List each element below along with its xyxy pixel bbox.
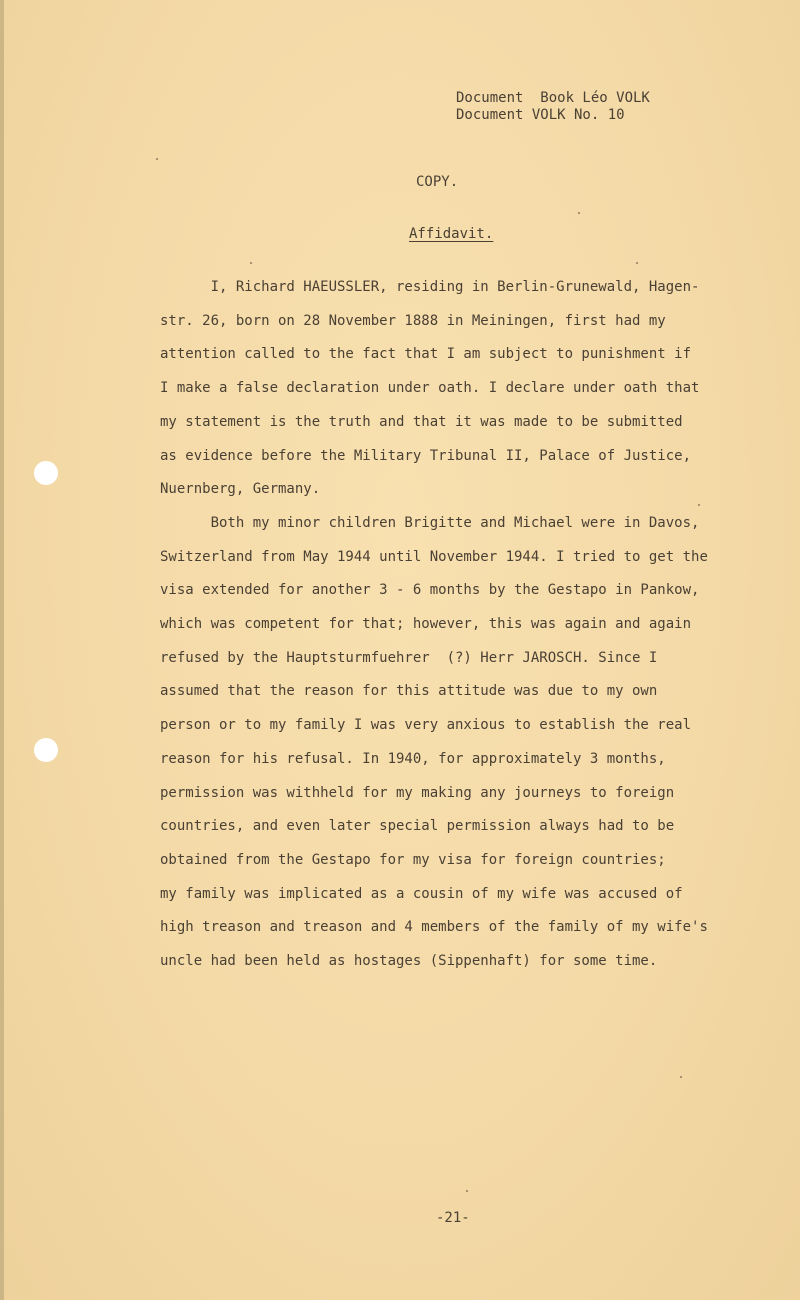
page-number: -21- <box>436 1210 470 1226</box>
copy-label: COPY. <box>416 174 459 190</box>
body-line: visa extended for another 3 - 6 months by the Gestapo in Pankow, <box>160 582 700 599</box>
body-line: attention called to the fact that I am subject to punishment if <box>160 346 692 363</box>
body-line: high treason and treason and 4 members of the family of my wife's <box>160 919 708 936</box>
body-line: my family was implicated as a cousin of my wife was accused of <box>160 885 683 902</box>
paper-speck <box>466 1190 468 1192</box>
body-line: which was competent for that; however, this was again and again <box>160 616 692 633</box>
body-line: str. 26, born on 28 November 1888 in Meiningen, first had my <box>160 312 666 329</box>
page-edge <box>0 0 4 1300</box>
paper-speck <box>680 1076 682 1078</box>
body-line: Nuernberg, Germany. <box>160 481 321 498</box>
body-line: Both my minor children Brigitte and Michael were in Davos, <box>160 514 700 531</box>
paper-speck <box>636 262 638 264</box>
body-line: Switzerland from May 1944 until November 1944. I tried to get the <box>160 548 708 565</box>
body-line: my statement is the truth and that it was made to be submitted <box>160 413 683 430</box>
affidavit-body <box>160 271 720 979</box>
body-line: obtained from the Gestapo for my visa for foreign countries; <box>160 851 666 868</box>
document-reference <box>456 90 650 124</box>
body-line: I make a false declaration under oath. I declare under oath that <box>160 380 700 397</box>
punch-hole-bottom <box>34 738 58 762</box>
body-line: reason for his refusal. In 1940, for approximately 3 months, <box>160 750 666 767</box>
document-number-line: Document VOLK No. 10 <box>456 107 625 123</box>
paper-speck <box>250 262 252 264</box>
body-line: countries, and even later special permission always had to be <box>160 818 675 835</box>
document-book-line: Document Book Léo VOLK <box>456 90 650 106</box>
body-line: assumed that the reason for this attitude was due to my own <box>160 683 658 700</box>
paper-speck <box>578 212 580 214</box>
body-line: I, Richard HAEUSSLER, residing in Berlin-Grunewald, Hagen- <box>160 279 700 295</box>
paper-speck <box>156 158 158 160</box>
affidavit-title: Affidavit. <box>409 226 494 242</box>
body-line: as evidence before the Military Tribunal II, Palace of Justice, <box>160 447 692 464</box>
body-line: uncle had been held as hostages (Sippenhaft) for some time. <box>160 953 658 970</box>
punch-hole-top <box>34 461 58 485</box>
body-line: permission was withheld for my making any journeys to foreign <box>160 784 675 801</box>
body-line: person or to my family I was very anxious to establish the real <box>160 717 692 734</box>
paper-speck <box>698 504 700 506</box>
body-line: refused by the Hauptsturmfuehrer (?) Herr JAROSCH. Since I <box>160 649 658 666</box>
